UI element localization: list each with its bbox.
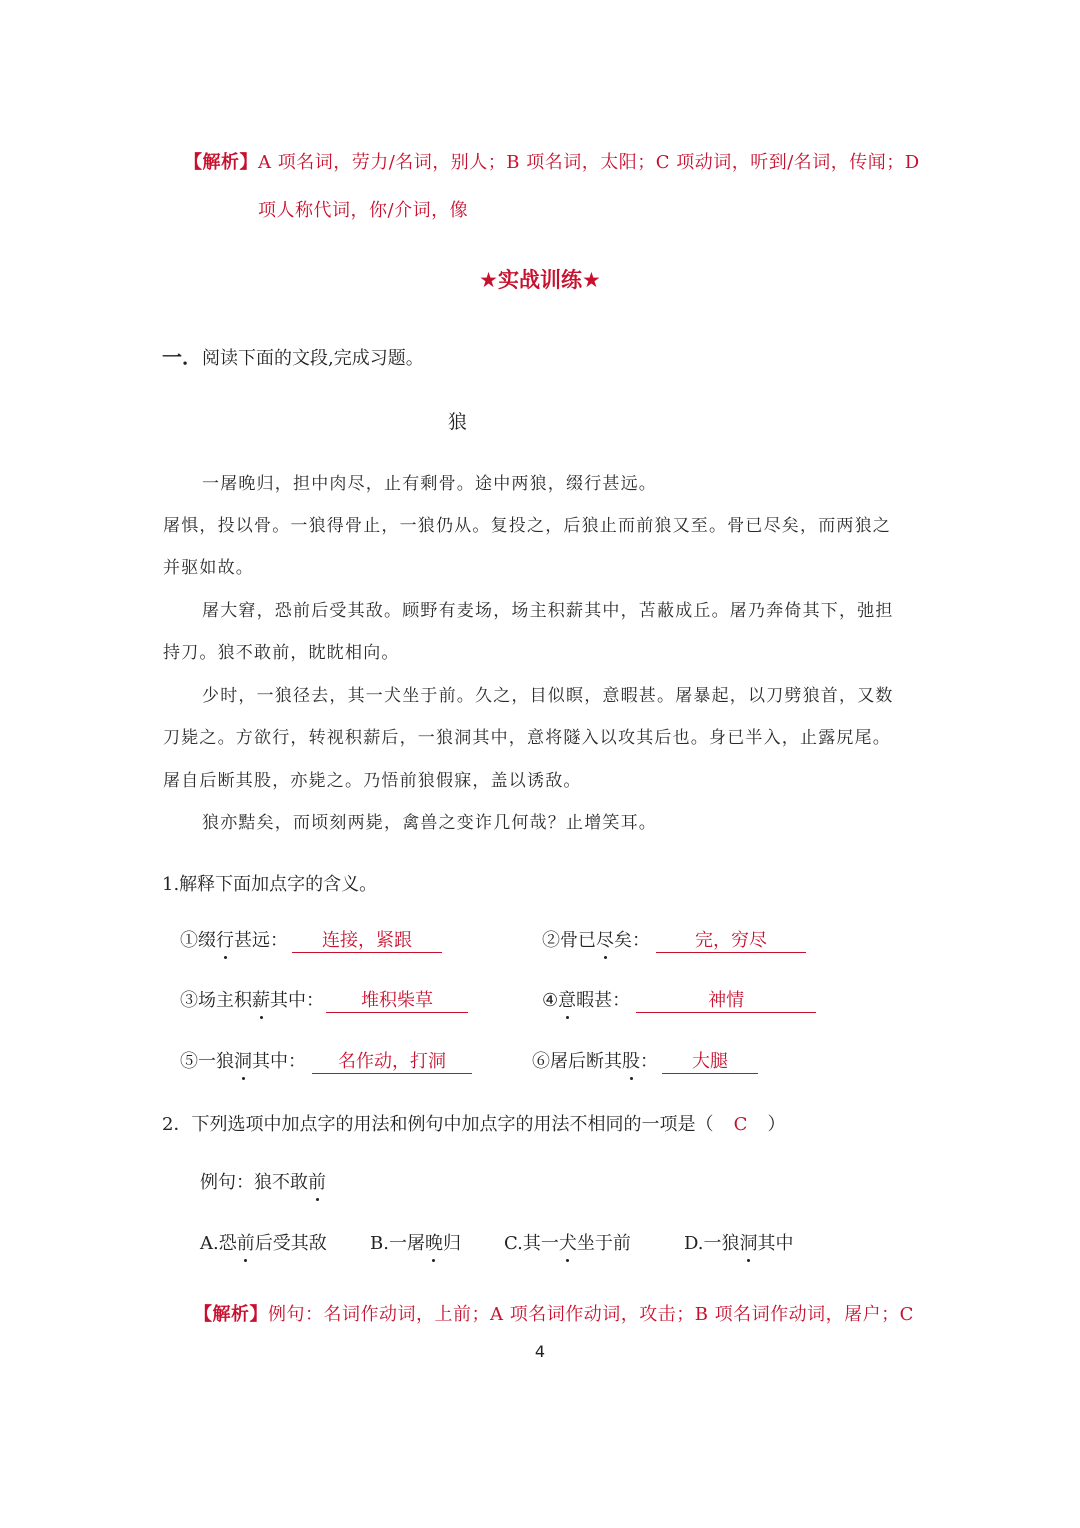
answer-blank: 大腿 [662, 1051, 758, 1074]
q1-item-3: ③场主积薪其中： 堆积柴草 [180, 986, 468, 1013]
answer-blank: 堆积柴草 [326, 990, 468, 1013]
passage-line: 一屠晚归，担中肉尽，止有剩骨。途中两狼，缀行甚远。 [202, 474, 657, 494]
option-c: C.其一犬坐于前 [504, 1229, 631, 1255]
answer-blank: 连接，紧跟 [292, 930, 442, 953]
question-number: 一． [162, 345, 202, 369]
dotted-char: 前 [237, 1229, 255, 1255]
top-analysis-line1 [184, 148, 920, 174]
question-one-header [162, 341, 424, 370]
analysis-text: 例句：名词作动词，上前；A 项名词作动词，攻击；B 项名词作动词，屠户；C [268, 1304, 914, 1325]
answer-blank: 名作动，打洞 [312, 1051, 472, 1074]
dotted-char: 意 [558, 986, 576, 1012]
q1-item-2: ②骨已尽矣： 完，穷尽 [542, 926, 806, 953]
passage-line: 持刀。狼不敢前，眈眈相向。 [163, 643, 400, 663]
dotted-char: 晚 [425, 1229, 443, 1255]
dotted-char: 洞 [234, 1047, 252, 1073]
dotted-char: 股 [622, 1047, 640, 1073]
q1-item-5: ⑤一狼洞其中： 名作动，打洞 [180, 1047, 472, 1074]
q1-item-4: ④意暇甚： 神情 [542, 986, 816, 1013]
analysis-label: 【解析】 [184, 152, 258, 173]
passage-line: 屠惧，投以骨。一狼得骨止，一狼仍从。复投之，后狼止而前狼又至。骨已尽矣，而两狼之 [163, 516, 891, 536]
passage-line: 刀毙之。方欲行，转视积薪后，一狼洞其中，意将隧入以攻其后也。身已半入，止露尻尾。 [163, 728, 891, 748]
q1-item-6: ⑥屠后断其股： 大腿 [532, 1047, 758, 1074]
question-2-answer: C [733, 1114, 748, 1135]
dotted-char: 行 [216, 926, 234, 952]
dotted-char: 薪 [252, 986, 270, 1012]
dotted-char: 尽 [596, 926, 614, 952]
option-d: D.一狼洞其中 [684, 1229, 794, 1255]
dotted-char: 前 [308, 1168, 326, 1194]
passage-line: 少时，一狼径去，其一犬坐于前。久之，目似瞑，意暇甚。屠暴起，以刀劈狼首，又数 [202, 686, 894, 706]
question-2-example: 例句：狼不敢前 [200, 1168, 326, 1194]
question-2-prompt: 2．下列选项中加点字的用法和例句中加点字的用法不相同的一项是（ C ） [162, 1114, 786, 1135]
dotted-char: 洞 [740, 1229, 758, 1255]
page-number: 4 [534, 1342, 546, 1361]
passage-line: 并驱如故。 [163, 558, 254, 578]
option-b: B.一屠晚归 [370, 1229, 461, 1255]
passage-line: 屠自后断其股，亦毙之。乃悟前狼假寐，盖以诱敌。 [163, 771, 582, 791]
answer-blank: 完，穷尽 [656, 930, 806, 953]
analysis-label: 【解析】 [194, 1304, 268, 1325]
dotted-char: 犬 [559, 1229, 577, 1255]
section-title: ★实战训练★ [479, 268, 601, 292]
passage-line: 狼亦黠矣，而顷刻两毙，禽兽之变诈几何哉？止增笑耳。 [202, 813, 657, 833]
top-analysis-line2: 项人称代词，你/介词，像 [258, 200, 469, 221]
answer-blank: 神情 [636, 990, 816, 1013]
passage-line: 屠大窘，恐前后受其敌。顾野有麦场，场主积薪其中，苫蔽成丘。屠乃奔倚其下，弛担 [202, 601, 894, 621]
poem-title: 狼 [448, 411, 468, 433]
bottom-analysis [194, 1300, 914, 1326]
analysis-text: A 项名词，劳力/名词，别人；B 项名词，太阳；C 项动词，听到/名词，传闻；D [258, 152, 920, 173]
option-a: A.恐前后受其敌 [200, 1229, 327, 1255]
question-instruction: 阅读下面的文段,完成习题。 [202, 348, 424, 369]
question-1-prompt: 1.解释下面加点字的含义。 [162, 874, 378, 895]
q1-item-1: ①缀行甚远： 连接，紧跟 [180, 926, 442, 953]
